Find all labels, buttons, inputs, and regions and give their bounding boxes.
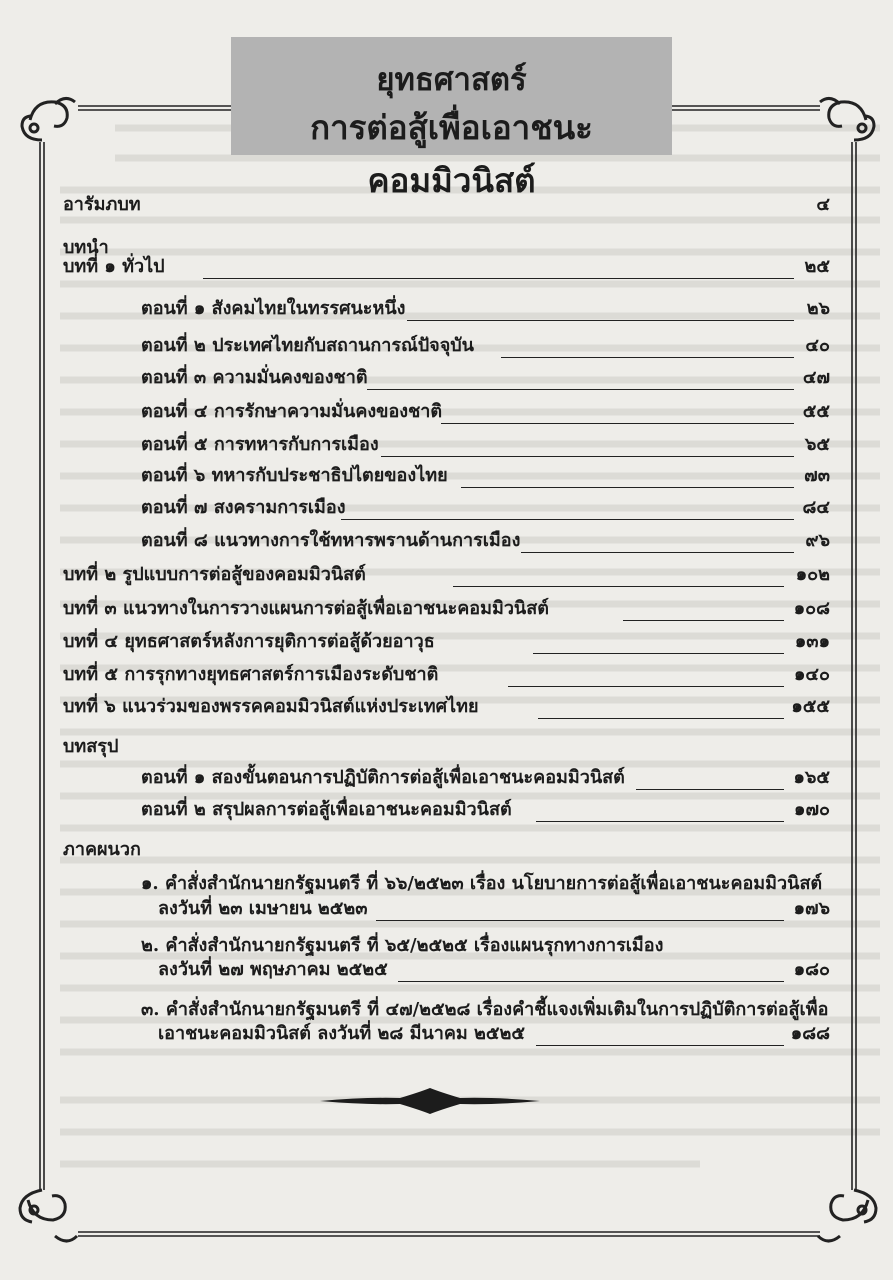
title-line-1: ยุทธศาสตร์ [376,62,527,98]
toc-heading-conclusion: บทสรุป [63,736,119,757]
toc-entry-label: ตอนที่ ๕ การทหารกับการเมือง [141,434,379,455]
toc-entry-label: บทที่ ๕ การรุกทางยุทธศาสตร์การเมืองระดับชาติ [63,664,439,685]
toc-section-row [141,528,830,558]
toc-leader-line [381,456,794,457]
toc-leader-line [521,552,794,553]
toc-entry-page: ๖๕ [804,434,830,455]
toc-leader-line [367,389,794,390]
toc-entry-label: ตอนที่ ๒ สรุปผลการต่อสู้เพื่อเอาชนะคอมมิวนิสต์ [141,799,512,820]
appendix-item-row [158,1021,830,1051]
toc-entry-chapter-1 [63,254,830,284]
toc-section-row [141,296,830,326]
toc-leader-line [636,789,784,790]
toc-entry-label: ตอนที่ ๖ ทหารกับประชาธิปไตยของไทย [141,465,448,486]
toc-entry-chapter-6 [63,694,830,724]
toc-entry-label: บทที่ ๖ แนวร่วมของพรรคคอมมิวนิสต์แห่งประเทศไทย [63,696,479,717]
toc-entry-page: ๑๔๐ [793,664,830,685]
toc-leader-line [341,519,794,520]
toc-entry-chapter-3 [63,596,830,626]
ornamental-divider-icon [320,1088,540,1114]
toc-section-row [141,365,830,395]
toc-entry-label: ตอนที่ ๓ ความมั่นคงของชาติ [141,367,368,388]
toc-entry-page: ๒๕ [804,256,830,277]
toc-leader-line [398,981,784,982]
appendix-item-title: ๒. คำสั่งสำนักนายกรัฐมนตรี ที่ ๖๕/๒๕๒๕ เรื่องแผนรุกทางการเมือง [141,935,664,956]
toc-entry-page: ๔ [816,194,830,215]
toc-leader-line [538,718,784,719]
toc-leader-line [536,1045,784,1046]
toc-leader-line [623,620,784,621]
toc-entry-label: บทที่ ๔ ยุทธศาสตร์หลังการยุติการต่อสู้ด้วยอาวุธ [63,631,435,652]
toc-entry-page: ๑๕๕ [791,696,830,717]
appendix-item-row [158,896,830,926]
toc-entry-page: ๙๖ [805,530,830,551]
corner-flourish-top-left-icon [22,98,75,140]
title-banner [231,37,672,200]
toc-entry-page: ๒๖ [806,298,830,319]
appendix-item-date: ลงวันที่ ๒๗ พฤษภาคม ๒๕๒๕ [158,959,388,980]
toc-entry-page: ๑๐๘ [793,598,830,619]
title-line-2: การต่อสู้เพื่อเอาชนะคอมมิวนิสต์ [310,108,593,200]
toc-leader-line [407,320,794,321]
toc-entry-label: ตอนที่ ๘ แนวทางการใช้ทหารพรานด้านการเมือง [141,530,521,551]
toc-leader-line [453,586,784,587]
toc-entry-label: บทที่ ๒ รูปแบบการต่อสู้ของคอมมิวนิสต์ [63,564,366,585]
toc-entry-page: ๗๓ [804,465,830,486]
toc-leader-line [508,686,784,687]
toc-heading-intro: บทนำ [63,237,109,258]
toc-leader-line [376,920,784,921]
toc-entry-label: บทที่ ๑ ทั่วไป [63,256,165,277]
toc-entry-label: ตอนที่ ๔ การรักษาความมั่นคงของชาติ [141,401,443,422]
toc-entry-label: อารัมภบท [63,194,141,215]
toc-section-row [141,399,830,429]
toc-entry-label: ตอนที่ ๗ สงครามการเมือง [141,497,346,518]
toc-leader-line [461,487,794,488]
toc-section-row [141,333,830,363]
appendix-item-title: ๓. คำสั่งสำนักนายกรัฐมนตรี ที่ ๔๗/๒๕๒๘ เรื่องคำชี้แจงเพิ่มเติมในการปฏิบัติการต่อสู้เพื่อ [141,999,829,1020]
toc-leader-line [441,423,794,424]
toc-entry-page: ๑๐๒ [795,564,830,585]
toc-heading-appendix: ภาคผนวก [63,839,141,860]
toc-entry-page: ๑๗๖ [793,898,830,919]
toc-section-row [141,765,830,795]
toc-entry-label: ตอนที่ ๑ สังคมไทยในทรรศนะหนึ่ง [141,298,406,319]
toc-entry-chapter-2 [63,562,830,592]
toc-entry-page: ๕๕ [802,401,830,422]
toc-entry-page: ๑๘๘ [790,1023,830,1044]
toc-entry-page: ๔๐ [805,335,830,356]
toc-leader-line [203,278,794,279]
appendix-item-date: ลงวันที่ ๒๓ เมษายน ๒๕๒๓ [158,898,368,919]
toc-entry-page: ๑๘๐ [793,959,830,980]
toc-section-row [141,463,830,493]
toc-leader-line [533,653,784,654]
corner-flourish-bottom-right-icon [818,1190,876,1241]
toc-entry-page: ๑๓๑ [794,631,830,652]
appendix-item-title: ๑. คำสั่งสำนักนายกรัฐมนตรี ที่ ๖๖/๒๕๒๓ เรื่อง นโยบายการต่อสู้เพื่อเอาชนะคอมมิวนิสต์ [141,873,823,894]
toc-section-row [141,432,830,462]
corner-flourish-top-right-icon [820,98,874,140]
toc-entry-page: ๑๖๕ [793,767,830,788]
toc-entry-page: ๔๗ [802,367,830,388]
toc-entry-page: ๑๗๐ [794,799,830,820]
toc-entry-chapter-5 [63,662,830,692]
toc-entry-label: ตอนที่ ๒ ประเทศไทยกับสถานการณ์ปัจจุบัน [141,335,474,356]
appendix-item-date: เอาชนะคอมมิวนิสต์ ลงวันที่ ๒๘ มีนาคม ๒๕๒๕ [158,1023,526,1044]
toc-leader-line [501,357,794,358]
toc-leader-line [536,821,784,822]
toc-entry-chapter-4 [63,629,830,659]
toc-section-row [141,797,830,827]
corner-flourish-bottom-left-icon [20,1190,77,1241]
toc-entry-page: ๘๔ [802,497,830,518]
toc-entry-label: ตอนที่ ๑ สองขั้นตอนการปฏิบัติการต่อสู้เพื่อเอาชนะคอมมิวนิสต์ [141,767,625,788]
toc-entry-foreword [63,192,830,222]
appendix-item-row [158,957,830,987]
toc-section-row [141,495,830,525]
toc-entry-label: บทที่ ๓ แนวทางในการวางแผนการต่อสู้เพื่อเอาชนะคอมมิวนิสต์ [63,598,549,619]
